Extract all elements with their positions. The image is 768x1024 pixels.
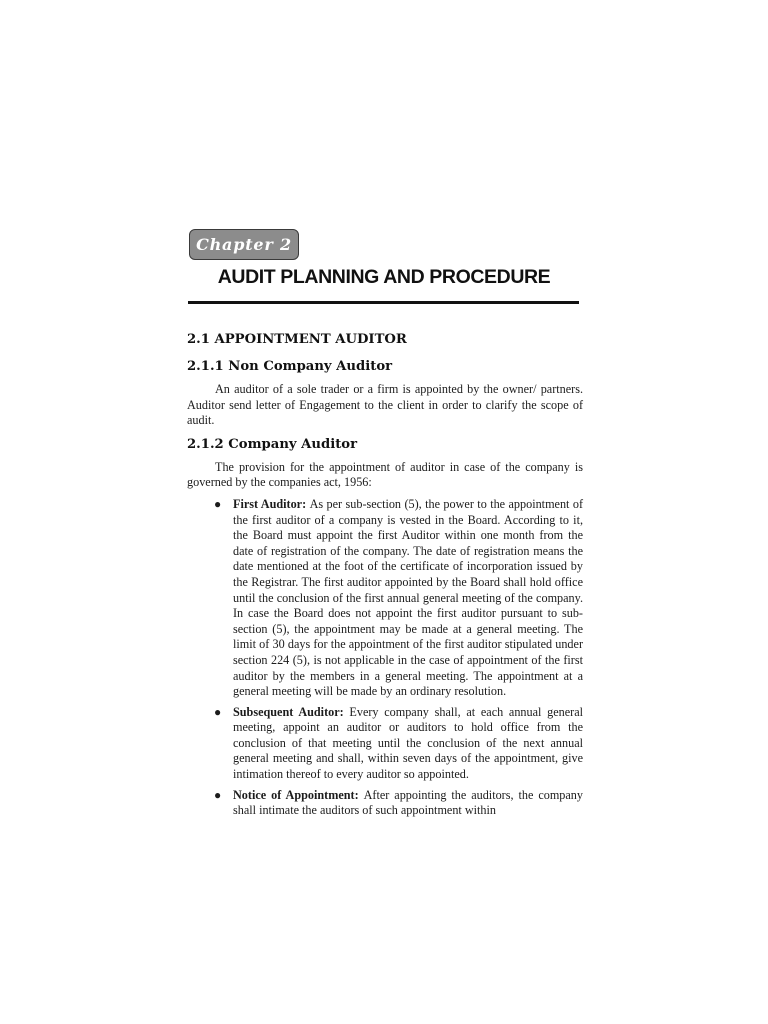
bullet-text: After appointing the auditors, the company shall intimate the auditors of such appointment within: [233, 787, 583, 818]
bullet-text: As per sub-section (5), the power to the appointment of the first auditor of a company is vested in the Board. According to it, the Board must appoint the first Auditor within one month from the date of registration of the company. The date of registration means the date mentioned at the foot of the certificate of incorporation issued by the Registrar. The first auditor appointed by the Board shall hold office until the conclusion of the first annual general meeting of the company. In case the Board does not appoint the first auditor pursuant to sub-section (5), the appointment may be made at a general meeting. The limit of 30 days for the appointment of the first auditor stipulated under section 224 (5), is not applicable in the case of appointment of the first auditor by the members in a general meeting. The appointment at a general meeting will be made by an ordinary resolution.: [233, 496, 584, 699]
paragraph-non-company-auditor: An auditor of a sole trader or a firm is appointed by the owner/ partners. Auditor send letter of Engagement to the client in order to clarify the scope of audit.: [187, 382, 583, 428]
bullet-term: Subsequent Auditor:: [233, 704, 350, 719]
document-body: [187, 330, 583, 824]
paragraph-company-auditor: The provision for the appointment of auditor in case of the company is governed by the companies act, 1956:: [187, 459, 583, 490]
bullet-list: [187, 497, 583, 819]
title-divider: [188, 301, 579, 304]
bullet-icon: ●: [214, 496, 222, 511]
bullet-icon: ●: [214, 704, 222, 719]
list-item-notice-of-appointment: [187, 788, 583, 819]
bullet-icon: ●: [214, 787, 222, 802]
bullet-term: First Auditor:: [233, 496, 310, 511]
subsection-heading-company-auditor: 2.1.2 Company Auditor: [187, 436, 358, 452]
chapter-badge: Chapter 2: [189, 229, 299, 260]
subsection-heading-non-company-auditor: 2.1.1 Non Company Auditor: [187, 359, 393, 374]
chapter-title: AUDIT PLANNING AND PROCEDURE: [217, 266, 551, 288]
bullet-text: Every company shall, at each annual general meeting, appoint an auditor or auditors to hold office from the conclusion of that meeting until the conclusion of the next annual general meeting and shall, within seven days of the appointment, give intimation thereof to every auditor so appointed.: [233, 704, 583, 782]
list-item-subsequent-auditor: [187, 705, 583, 783]
bullet-term: Notice of Appointment:: [233, 787, 364, 802]
section-heading-appointment-auditor: 2.1 APPOINTMENT AUDITOR: [187, 332, 407, 347]
list-item-first-auditor: [187, 497, 583, 700]
